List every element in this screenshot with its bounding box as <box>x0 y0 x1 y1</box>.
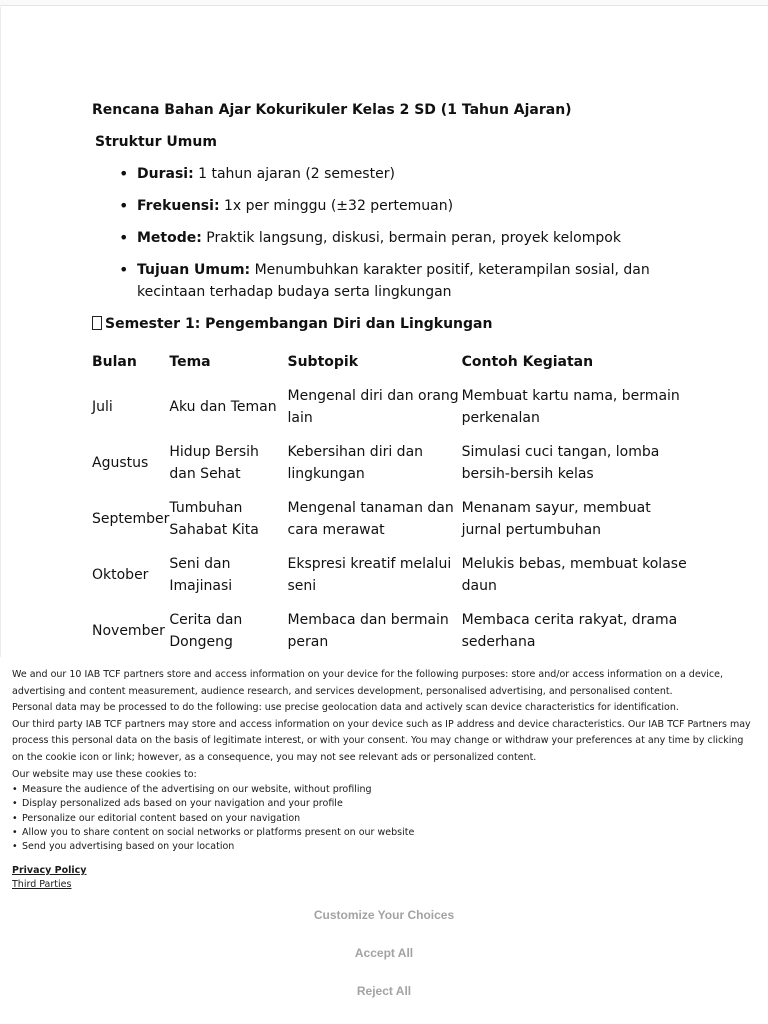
list-item <box>117 227 677 249</box>
table-cell: Juli <box>92 399 113 415</box>
table-row <box>92 491 692 547</box>
consent-paragraph: Personal data may be processed to do the following: use precise geolocation data and actively scan device characteristics for identification. <box>12 702 679 714</box>
list-item: • Personalize our editorial content based on your navigation <box>12 812 752 826</box>
table-cell: Oktober <box>92 567 149 583</box>
third-parties-link[interactable]: Third Parties <box>12 879 72 890</box>
list-item <box>117 259 677 303</box>
cookie-consent-banner <box>0 657 768 1024</box>
privacy-policy-link[interactable]: Privacy Policy <box>12 865 87 876</box>
column-header-kegiatan: Contoh Kegiatan <box>461 354 594 370</box>
consent-paragraph: Our third party IAB TCF partners may store and access information on your device such as IP address and device characteristics. Our IAB TCF Partners may process this personal data on the basis of legitimate interest, or with your consent. You may change or withdraw your preferences at any time by clicking on the cookie icon or link; however, as a consequence, you may not see relevant ads or personalized content. <box>12 718 751 763</box>
cookie-uses-list <box>12 783 752 854</box>
list-item: • Measure the audience of the advertising on our website, without profiling <box>12 783 752 797</box>
bullet-text: 1x per minggu (±32 pertemuan) <box>219 198 454 214</box>
column-header-tema: Tema <box>169 354 211 370</box>
cookies-intro: Our website may use these cookies to: <box>12 768 197 780</box>
document-page <box>0 7 768 657</box>
reject-all-button[interactable]: Reject All <box>284 979 484 1003</box>
table-cell: Hidup Bersih dan Sehat <box>169 444 259 482</box>
table-row <box>92 603 692 657</box>
list-item: • Allow you to share content on social networks or platforms present on our website <box>12 826 752 840</box>
bullet-text: Praktik langsung, diskusi, bermain peran, proyek kelompok <box>201 230 621 246</box>
semester-title: Semester 1: Pengembangan Diri dan Lingkungan <box>105 316 493 332</box>
column-header-bulan: Bulan <box>92 354 137 370</box>
list-item <box>117 195 677 217</box>
column-header-subtopik: Subtopik <box>287 354 359 370</box>
bullet-label: Tujuan Umum: <box>137 262 251 278</box>
list-item: • Display personalized ads based on your navigation and your profile <box>12 797 752 811</box>
table-cell: Tumbuhan Sahabat Kita <box>169 500 259 538</box>
table-cell: Membuat kartu nama, bermain perkenalan <box>461 388 680 426</box>
semester-heading <box>92 313 492 335</box>
table-cell: Melukis bebas, membuat kolase daun <box>461 556 687 594</box>
table-cell: Menanam sayur, membuat jurnal pertumbuhan <box>461 500 651 538</box>
table-cell: Seni dan Imajinasi <box>169 556 233 594</box>
table-header-row <box>92 345 692 379</box>
table-cell: Membaca dan bermain peran <box>287 612 449 650</box>
table-cell: Cerita dan Dongeng <box>169 612 243 650</box>
top-bar <box>0 0 768 6</box>
bullet-label: Frekuensi: <box>137 198 220 214</box>
bullet-text: 1 tahun ajaran (2 semester) <box>193 166 395 182</box>
consent-text <box>12 667 752 855</box>
table-row <box>92 547 692 603</box>
table-cell: November <box>92 623 165 639</box>
table-cell: Mengenal tanaman dan cara merawat <box>287 500 454 538</box>
document-title: Rencana Bahan Ajar Kokurikuler Kelas 2 SD (1 Tahun Ajaran) <box>92 102 572 118</box>
table-cell: Aku dan Teman <box>169 399 277 415</box>
table-cell: Ekspresi kreatif melalui seni <box>287 556 452 594</box>
table-row <box>92 435 692 491</box>
missing-glyph-icon <box>92 316 102 330</box>
accept-all-button[interactable]: Accept All <box>284 941 484 965</box>
consent-paragraph: We and our 10 IAB TCF partners store and access information on your device for the following purposes: store and/or access information on a device, advertising and content measurement, audience research, and services development, personalised advertising, and personalised content. <box>12 669 724 697</box>
table-cell: Kebersihan diri dan lingkungan <box>287 444 424 482</box>
table-cell: Simulasi cuci tangan, lomba bersih-bersih kelas <box>461 444 660 482</box>
consent-links <box>12 864 86 892</box>
table-cell: Agustus <box>92 455 149 471</box>
list-item <box>117 163 677 185</box>
bullet-text: Menumbuhkan karakter positif, keterampilan sosial, dan kecintaan terhadap budaya serta lingkungan <box>137 262 650 300</box>
bullet-label: Metode: <box>137 230 202 246</box>
section-title: Struktur Umum <box>95 134 217 150</box>
table-cell: Membaca cerita rakyat, drama sederhana <box>461 612 678 650</box>
table-row <box>92 379 692 435</box>
table-cell: September <box>92 511 170 527</box>
curriculum-table <box>92 345 692 657</box>
bullet-list <box>117 163 677 313</box>
table-cell: Mengenal diri dan orang lain <box>287 388 459 426</box>
list-item: • Send you advertising based on your location <box>12 840 752 854</box>
bullet-label: Durasi: <box>137 166 194 182</box>
customize-choices-button[interactable]: Customize Your Choices <box>284 903 484 927</box>
